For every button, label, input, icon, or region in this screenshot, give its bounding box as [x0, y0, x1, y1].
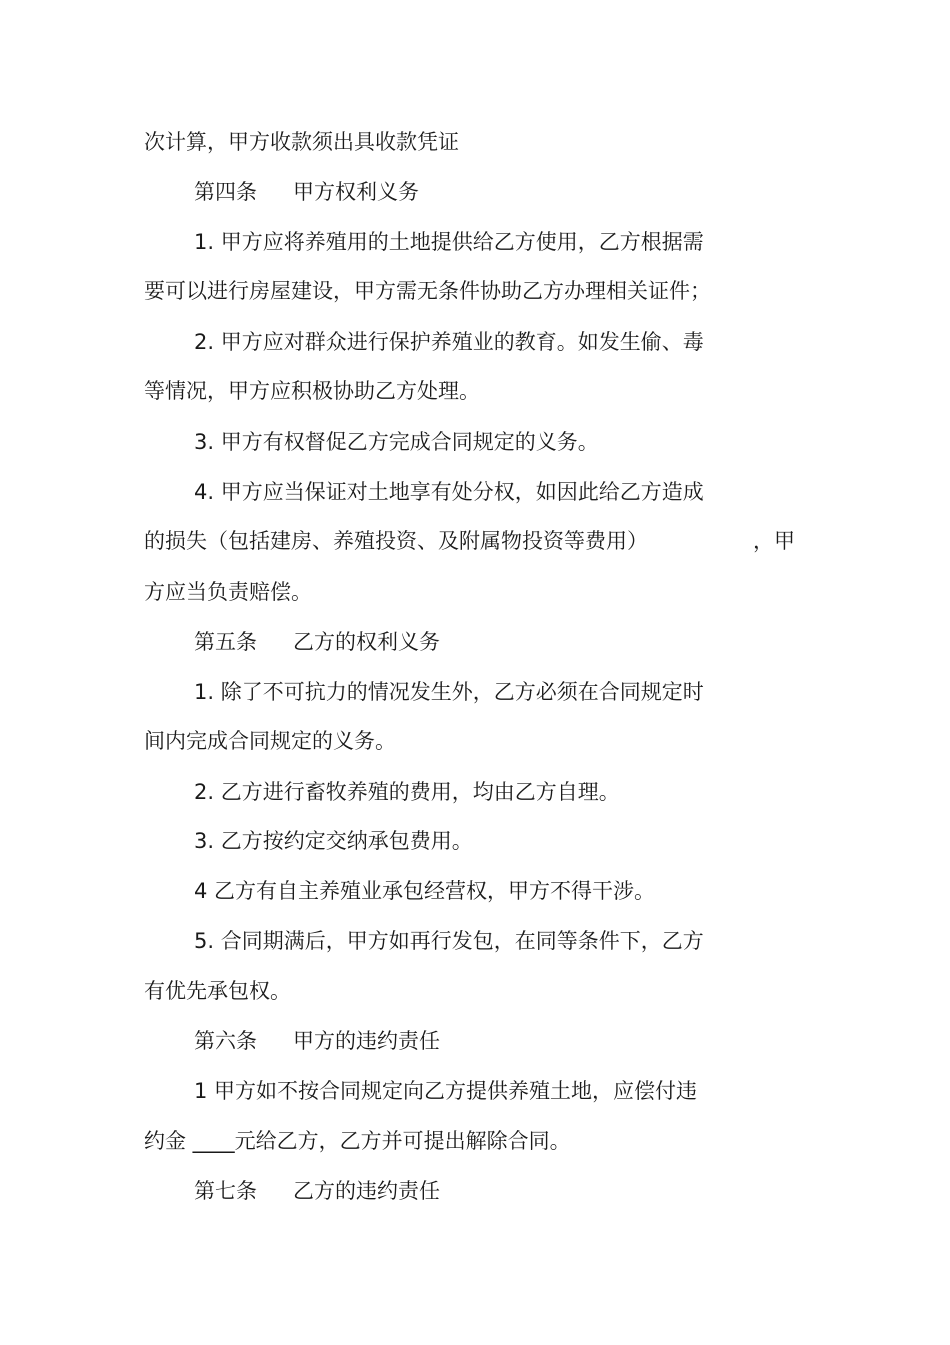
text: 等情况，甲方应积极协助乙方处理。 [144, 379, 480, 403]
text-line [194, 676, 704, 726]
text-line [194, 476, 704, 526]
text: 的损失（包括建房、养殖投资、及附属物投资等费用） [144, 529, 648, 553]
text-line [144, 1125, 571, 1175]
text: 1. 甲方应将养殖用的土地提供给乙方使用，乙方根据需 [194, 230, 704, 254]
text: 4. 甲方应当保证对土地享有处分权，如因此给乙方造成 [194, 480, 704, 504]
article-number: 第七条 [194, 1179, 257, 1203]
text: 间内完成合同规定的义务。 [144, 729, 396, 753]
article-number: 第四条 [194, 180, 257, 204]
text-line [194, 875, 655, 925]
article-title: 乙方的违约责任 [293, 1179, 440, 1203]
text-line [144, 375, 480, 425]
text-line [194, 426, 599, 476]
text: 2. 甲方应对群众进行保护养殖业的教育。如发生偷、毒 [194, 330, 704, 354]
text: 2. 乙方进行畜牧养殖的费用，均由乙方自理。 [194, 780, 620, 804]
text-line [144, 525, 648, 575]
text-line [194, 1075, 697, 1125]
article-heading-4 [194, 176, 419, 226]
text-line-fragment [753, 525, 795, 575]
text: 有优先承包权。 [144, 979, 291, 1003]
text: 1 甲方如不按合同规定向乙方提供养殖土地，应偿付违 [194, 1079, 698, 1103]
article-title: 甲方权利义务 [293, 180, 419, 204]
article-heading-7 [194, 1175, 440, 1225]
article-heading-5 [194, 626, 440, 676]
text: 3. 甲方有权督促乙方完成合同规定的义务。 [194, 430, 599, 454]
article-title: 甲方的违约责任 [293, 1029, 440, 1053]
text-line [144, 576, 312, 626]
text-line [194, 326, 704, 376]
article-title: 乙方的权利义务 [293, 630, 440, 654]
text-line [194, 925, 704, 975]
text-line [144, 975, 291, 1025]
text: 5. 合同期满后，甲方如再行发包，在同等条件下，乙方 [194, 929, 704, 953]
text-line [144, 275, 711, 325]
text: 要可以进行房屋建设，甲方需无条件协助乙方办理相关证件； [144, 279, 711, 303]
article-number: 第六条 [194, 1029, 257, 1053]
text-line [194, 776, 620, 826]
text: 4 乙方有自主养殖业承包经营权，甲方不得干涉。 [194, 879, 656, 903]
text: 约金 ____元给乙方，乙方并可提出解除合同。 [144, 1129, 571, 1153]
text-line [144, 725, 396, 775]
text: 方应当负责赔偿。 [144, 580, 312, 604]
text-line [194, 825, 473, 875]
text: 次计算，甲方收款须出具收款凭证 [144, 130, 459, 154]
text: 3. 乙方按约定交纳承包费用。 [194, 829, 473, 853]
article-number: 第五条 [194, 630, 257, 654]
text-line [194, 226, 704, 276]
text: ，甲 [753, 529, 795, 553]
text: 1. 除了不可抗力的情况发生外，乙方必须在合同规定时 [194, 680, 704, 704]
article-heading-6 [194, 1025, 440, 1075]
text-line [144, 126, 459, 176]
